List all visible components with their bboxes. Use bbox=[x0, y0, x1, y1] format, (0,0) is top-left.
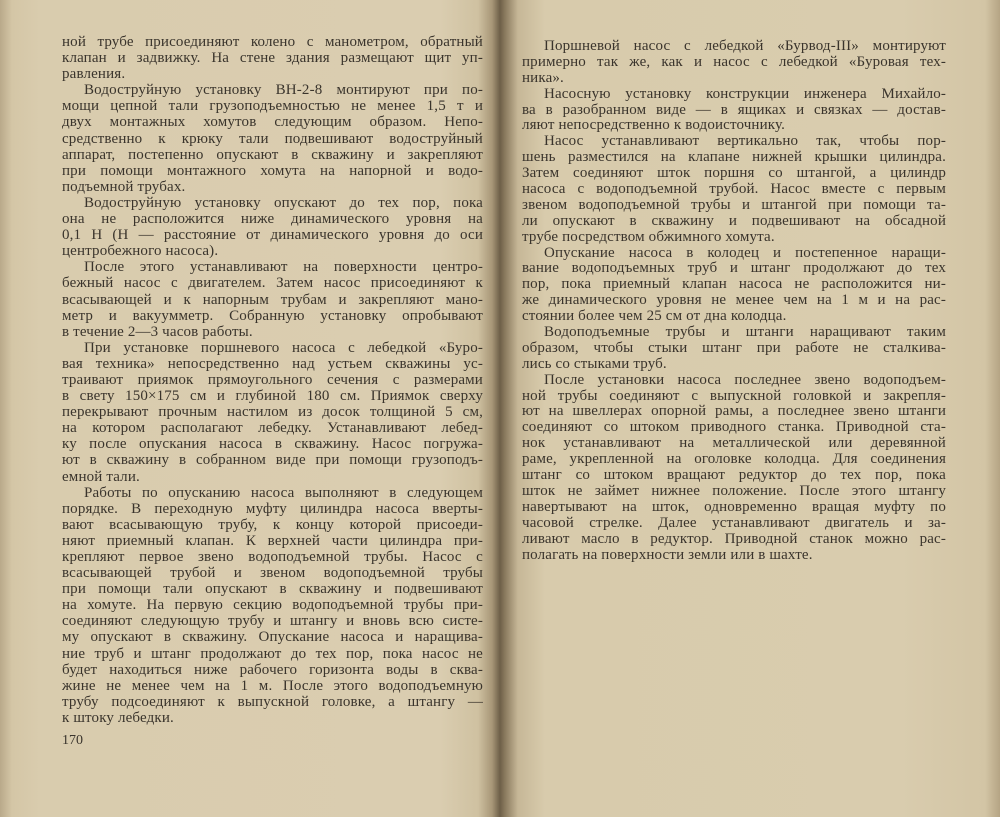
text-line: при помощи монтажного хомута на напорной и водо- bbox=[62, 162, 483, 179]
text-line: будет находиться ниже рабочего горизонта воды в сква- bbox=[62, 661, 483, 678]
text-line: штанг со штоком вращают редуктор до тех пор, пока bbox=[522, 467, 946, 484]
text-line: к штоку лебедки. bbox=[62, 709, 174, 726]
text-line: После этого устанавливают на поверхности центро- bbox=[84, 259, 483, 276]
text-line: Затем соединяют шток поршня со штангой, а цилиндр bbox=[522, 165, 946, 182]
text-line: она не расположится ниже динамического уровня на bbox=[62, 211, 483, 228]
text-line: шток не займет нижнее положение. После этого штангу bbox=[522, 482, 946, 499]
text-line: навертывают на шток, одновременно вращая муфту по bbox=[522, 498, 946, 515]
paragraph bbox=[62, 195, 483, 259]
text-line: мощи цепной тали грузоподъемностью не менее 1,5 т и bbox=[62, 98, 483, 115]
text-line: равления. bbox=[62, 66, 126, 83]
text-line: ку после опускания насоса в скважину. Насос погружа- bbox=[62, 436, 483, 453]
text-line: ют на швеллерах опорной рамы, а последнее звено штанги bbox=[522, 403, 946, 420]
paragraph bbox=[522, 373, 946, 564]
text-line: примерно так же, как и насос с лебедкой «Буровая тех- bbox=[522, 53, 946, 70]
paragraph bbox=[62, 34, 483, 82]
text-line: вание водоподъемных труб и штанг продолжают до тех bbox=[522, 260, 946, 277]
text-line: ва в разобранном виде — в ящиках и связках — достав- bbox=[522, 101, 946, 118]
text-line: трубе посредством обжимного хомута. bbox=[522, 228, 775, 245]
text-line: Водоструйную установку ВН-2-8 монтируют при по- bbox=[84, 82, 483, 99]
text-line: вают всасывающую трубу, к концу которой присоеди- bbox=[62, 516, 483, 533]
text-line: перекрывают прочным настилом из досок толщиной 5 см, bbox=[62, 404, 483, 421]
paragraph bbox=[522, 246, 946, 325]
text-line: ние труб и штанг продолжают до тех пор, пока насос не bbox=[62, 645, 483, 662]
text-line: средственно к крюку тали подвешивают водоструйный bbox=[62, 130, 483, 147]
paragraph bbox=[522, 325, 946, 373]
text-line: часовой стрелке. Далее устанавливают двигатель и за- bbox=[522, 514, 946, 531]
text-line: клапан и задвижку. На стене здания размещают щит уп- bbox=[62, 50, 483, 67]
text-line: вая техника» непосредственно над устьем скважины ус- bbox=[62, 355, 483, 372]
page-number: 170 bbox=[62, 733, 83, 748]
text-line: му опускают в скважину. Опускание насоса и наращива- bbox=[62, 629, 483, 646]
text-line: лись со стыками труб. bbox=[522, 355, 667, 372]
text-line: Водоподъемные трубы и штанги наращивают таким bbox=[544, 324, 946, 341]
left-page-text bbox=[62, 34, 483, 726]
text-line: соединяют следующую трубу и штангу и вновь всю систе- bbox=[62, 613, 483, 630]
text-line: раме, укрепленной на оголовке колодца. Для соединения bbox=[522, 451, 946, 468]
text-line: Опускание насоса в колодец и постепенное наращи- bbox=[544, 244, 946, 261]
text-line: шень разместился на клапане нижней крышки цилиндра. bbox=[522, 149, 946, 166]
paragraph bbox=[522, 87, 946, 135]
text-line: Водоструйную установку опускают до тех пор, пока bbox=[84, 194, 483, 211]
text-line: всасывающей и к напорным трубам и закрепляют мано- bbox=[62, 291, 483, 308]
text-line: нок устанавливают на металлической или деревянной bbox=[522, 435, 946, 452]
text-line: метр и вакуумметр. Собранную установку опробывают bbox=[62, 307, 483, 324]
text-line: крепляют первое звено водоподъемной трубы. Насос с bbox=[62, 549, 483, 565]
text-line: двух монтажных хомутов следующим образом. Непо- bbox=[62, 114, 483, 131]
paragraph bbox=[62, 485, 483, 726]
text-line: всасывающей трубой и звеном водоподъемной трубы bbox=[62, 565, 483, 582]
text-line: аппарат, постепенно опускают в скважину и закрепляют bbox=[62, 146, 483, 163]
text-line: центробежного насоса). bbox=[62, 243, 219, 260]
text-line: в свету 150×175 см и глубиной 180 см. Приямок сверху bbox=[62, 388, 483, 405]
text-line: емной тали. bbox=[62, 468, 140, 485]
text-line: соединяют со штоком приводного станка. Приводной ста- bbox=[522, 419, 946, 436]
paragraph bbox=[62, 340, 483, 485]
text-line: бежный насос с двигателем. Затем насос присоединяют к bbox=[62, 275, 483, 292]
text-line: ной трубы соединяют с выпускной головкой и закрепля- bbox=[522, 387, 946, 404]
text-line: няют приемный клапан. К верхней части цилиндра при- bbox=[62, 532, 483, 549]
text-line: При установке поршневого насоса с лебедкой «Буро- bbox=[84, 339, 483, 356]
text-line: ляют непосредственно к водоисточнику. bbox=[522, 117, 786, 134]
text-line: ника». bbox=[522, 69, 564, 86]
text-line: 0,1 H (H — расстояние от динамического уровня до оси bbox=[62, 227, 483, 244]
text-line: жине не менее чем на 1 м. После этого водоподъемную bbox=[62, 677, 483, 694]
text-line: Работы по опусканию насоса выполняют в следующем bbox=[84, 484, 483, 501]
text-line: ной трубе присоединяют колено с манометром, обратный bbox=[62, 34, 483, 50]
text-line: полагать на поверхности земли или в шахте. bbox=[522, 546, 813, 563]
text-line: порядке. В переходную муфту цилиндра насоса вверты- bbox=[62, 500, 483, 517]
paragraph bbox=[62, 259, 483, 339]
right-page-text bbox=[522, 39, 946, 563]
paragraph bbox=[522, 134, 946, 245]
text-line: образом, чтобы стыки штанг при работе не сталкива- bbox=[522, 339, 946, 356]
text-line: звеном водоподъемной трубы и штангой при помощи та- bbox=[522, 196, 946, 213]
text-line: на хомуте. На первую секцию водоподъемной трубы при- bbox=[62, 597, 483, 614]
text-line: Насос устанавливают вертикально так, чтобы пор- bbox=[544, 133, 946, 150]
paragraph bbox=[522, 39, 946, 87]
text-line: же динамического уровня не менее чем на 1 м и на рас- bbox=[522, 292, 946, 309]
text-line: трубу подсоединяют к выпускной головке, а штангу — bbox=[62, 693, 483, 710]
paragraph bbox=[62, 82, 483, 195]
text-line: ливают масло в редуктор. Приводной станок можно рас- bbox=[522, 530, 946, 547]
text-line: Поршневой насос с лебедкой «Бурвод-III» монтируют bbox=[544, 38, 946, 54]
text-line: траивают приямок прямоугольного сечения с размерами bbox=[62, 371, 483, 388]
text-line: стоянии более чем 25 см от дна колодца. bbox=[522, 308, 787, 325]
text-line: Насосную установку конструкции инженера Михайло- bbox=[544, 85, 946, 102]
text-line: ют в скважину в собранном виде при помощи грузоподъ- bbox=[62, 452, 483, 469]
text-line: насоса с водоподъемной трубой. Насос вместе с первым bbox=[522, 181, 946, 198]
text-line: на котором располагают лебедку. Устанавливают лебед- bbox=[62, 420, 483, 437]
text-line: в течение 2—3 часов работы. bbox=[62, 323, 253, 340]
text-line: при помощи тали опускают в скважину и подвешивают bbox=[62, 581, 483, 598]
text-line: После установки насоса последнее звено водоподъем- bbox=[544, 371, 946, 388]
text-line: пор, пока приемный клапан насоса не расположится ни- bbox=[522, 276, 946, 293]
text-line: ли опускают в скважину и подвешивают на обсадной bbox=[522, 212, 946, 229]
text-line: подъемной трубах. bbox=[62, 178, 186, 195]
